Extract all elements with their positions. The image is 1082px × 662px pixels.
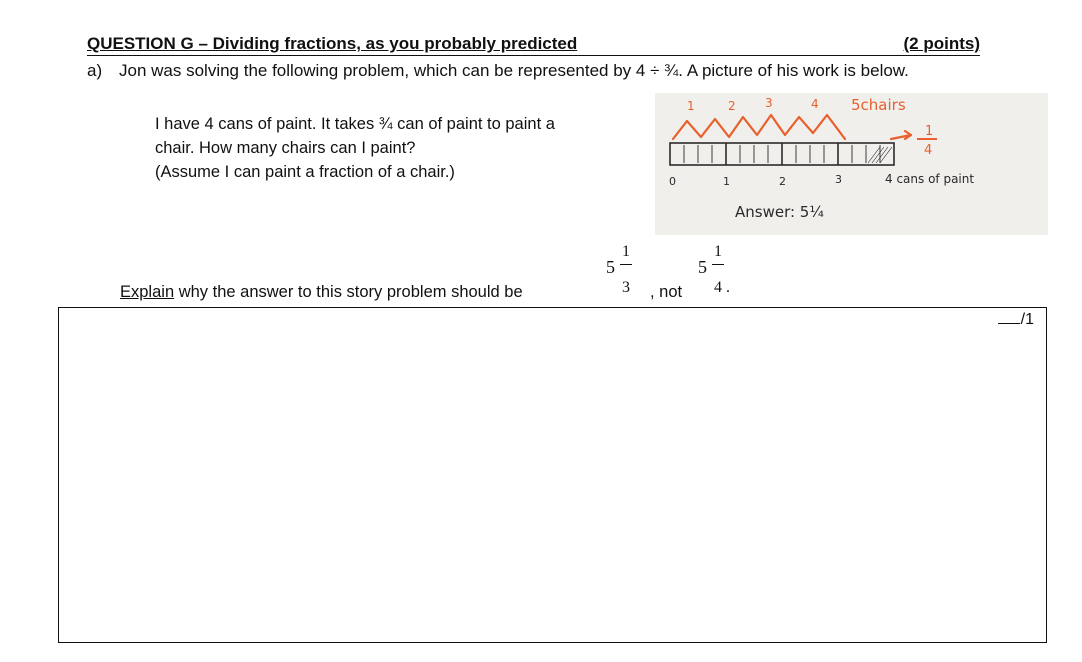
- photo-bottom-number: 3: [835, 173, 842, 186]
- photo-can-bar: [670, 143, 894, 165]
- story-problem: [155, 112, 645, 184]
- photo-answer: Answer: 5¼: [735, 203, 824, 221]
- title-rule: [87, 55, 980, 56]
- photo-top-label: 5chairs: [851, 96, 906, 114]
- student-work-photo: [655, 93, 1048, 235]
- photo-side-fraction-num: 1: [925, 124, 934, 139]
- part-a-prompt: Jon was solving the following problem, which can be represented by 4 ÷ ¾. A picture of his work is below.: [119, 61, 909, 80]
- explain-prompt: [120, 283, 523, 302]
- score-label: /1: [1020, 311, 1034, 328]
- photo-top-number: 4: [811, 97, 819, 111]
- question-points: (2 points): [903, 34, 980, 53]
- photo-top-number: 1: [687, 99, 695, 113]
- not-label: , not: [650, 283, 683, 301]
- story-problem-line: I have 4 cans of paint. It takes ¾ can of paint to paint a: [155, 115, 555, 133]
- photo-bottom-number: 1: [723, 175, 730, 188]
- fraction-bar: [620, 264, 632, 265]
- explain-word: Explain: [120, 283, 175, 301]
- score-field: [998, 311, 1034, 329]
- fraction-bar: [712, 264, 724, 265]
- wrong-answer-fraction: [698, 243, 728, 303]
- period: .: [726, 279, 730, 296]
- story-problem-line: chair. How many chairs can I paint?: [155, 139, 416, 157]
- student-work-drawing: [655, 93, 1048, 235]
- photo-top-number: 3: [765, 96, 773, 110]
- fraction-denominator: 3: [622, 279, 630, 296]
- fraction-whole: 5: [698, 257, 707, 277]
- correct-answer-fraction: [606, 243, 636, 303]
- part-a-letter: a): [87, 61, 103, 80]
- score-blank[interactable]: [998, 323, 1020, 324]
- story-problem-line: (Assume I can paint a fraction of a chair.): [155, 163, 455, 181]
- photo-jump-arcs: [673, 115, 911, 139]
- answer-box[interactable]: [58, 307, 1047, 643]
- fraction-numerator: 1: [622, 243, 630, 260]
- photo-bottom-label: 4 cans of paint: [885, 172, 975, 186]
- photo-side-fraction-den: 4: [924, 143, 933, 158]
- photo-top-number: 2: [728, 99, 736, 113]
- question-title: QUESTION G – Dividing fractions, as you probably predicted: [87, 34, 578, 53]
- fraction-numerator: 1: [714, 243, 722, 260]
- fraction-denominator: 4: [714, 279, 722, 296]
- explain-text: why the answer to this story problem should be: [174, 283, 523, 301]
- photo-bottom-number: 2: [779, 175, 786, 188]
- photo-bottom-number: 0: [669, 175, 676, 188]
- fraction-whole: 5: [606, 257, 615, 277]
